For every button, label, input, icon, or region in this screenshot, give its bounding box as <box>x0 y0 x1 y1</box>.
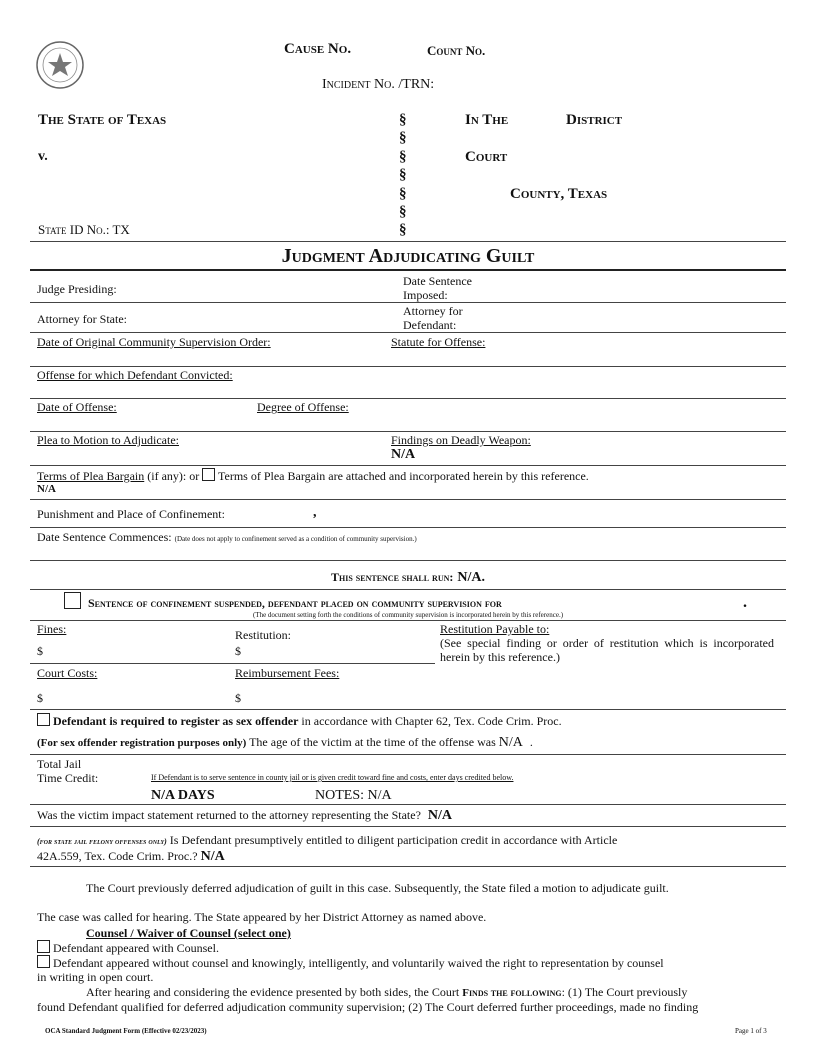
rule <box>30 804 786 805</box>
victim-impact-value: N/A <box>427 808 453 823</box>
suspended-period: . <box>743 594 747 611</box>
date-commences-label: Date Sentence Commences: <box>37 530 172 544</box>
attorney-defendant-label: Attorney for Defendant: <box>403 304 463 332</box>
date-commences-note: (Date does not apply to confinement served as a condition of community supervision.) <box>174 535 417 543</box>
total-jail-label: Total Jail <box>37 757 82 771</box>
findings-deadly-value: N/A <box>391 447 416 462</box>
victim-age-row <box>37 735 533 751</box>
notes-value: NOTES: N/A <box>315 788 392 803</box>
para-findings-heading: Finds the following <box>462 987 562 999</box>
suspended-checkbox[interactable] <box>64 592 81 613</box>
counsel-without-text: Defendant appeared without counsel and knowingly, intelligently, and voluntarily waived the right to representation by counsel <box>53 956 664 970</box>
plea-motion-label: Plea to Motion to Adjudicate: <box>37 433 179 447</box>
plea-bargain-row <box>37 468 589 484</box>
attorney-state-label: Attorney for State: <box>37 312 127 326</box>
rule <box>30 398 786 399</box>
court-costs-label: Court Costs: <box>37 666 98 680</box>
rule <box>30 866 786 867</box>
reimbursement-dollar: $ <box>235 691 241 705</box>
degree-offense-label: Degree of Offense: <box>257 400 349 414</box>
rule <box>30 527 786 528</box>
date-sentence-imposed-label: Date Sentence Imposed: <box>403 274 472 302</box>
offense-convicted-label: Offense for which Defendant Convicted: <box>37 368 233 382</box>
state-jail-row-1 <box>37 833 617 848</box>
sex-offender-purpose: (For sex offender registration purposes only) <box>37 737 247 749</box>
state-jail-row-2 <box>37 849 225 865</box>
plea-bargain-attached-text: Terms of Plea Bargain are attached and incorporated herein by this reference. <box>218 469 589 483</box>
rule <box>30 589 786 590</box>
state-jail-prefix: (for state jail felony offenses only) <box>37 837 167 846</box>
para-findings-a: After hearing and considering the evidence presented by both sides, the Court <box>86 985 460 999</box>
restitution-dollar: $ <box>235 644 241 658</box>
fines-label: Fines: <box>37 622 67 636</box>
plea-bargain-ifany: (if any): or <box>147 469 200 483</box>
judge-presiding-label: Judge Presiding: <box>37 282 117 296</box>
state-jail-value: N/A <box>200 849 225 864</box>
counsel-with-text: Defendant appeared with Counsel. <box>53 941 219 955</box>
rule <box>30 431 786 432</box>
state-jail-text-1: Is Defendant presumptively entitled to diligent participation credit in accordance with Article <box>169 833 618 847</box>
incident-no-label: Incident No. /TRN: <box>322 77 435 92</box>
sex-offender-row <box>37 713 562 729</box>
rule <box>30 826 786 827</box>
sex-offender-checkbox[interactable] <box>37 713 50 726</box>
rule <box>30 366 786 367</box>
restitution-note: (See special finding or order of restitution which is incorporated herein by this reference.) <box>440 636 774 664</box>
para-findings-cont: found Defendant qualified for deferred adjudication community supervision; (2) The Court deferred further proceedings, made no finding <box>37 1000 699 1014</box>
date-original-order-label: Date of Original Community Supervision Order: <box>37 335 271 349</box>
cause-no-label: Cause No. <box>284 41 352 57</box>
court-label: Court <box>465 149 508 165</box>
suspended-label: Sentence of confinement suspended, defendant placed on community supervision for <box>88 596 502 610</box>
footer-page-number: Page 1 of 3 <box>735 1027 767 1035</box>
sex-offender-rest: in accordance with Chapter 62, Tex. Code Crim. Proc. <box>301 714 562 728</box>
rule <box>30 241 786 242</box>
rule <box>30 302 786 303</box>
days-value: N/A DAYS <box>151 788 215 803</box>
plea-bargain-attached-checkbox[interactable] <box>202 468 215 481</box>
state-of-texas: The State of Texas <box>38 112 167 128</box>
counsel-option-2 <box>37 955 664 971</box>
date-commences-row <box>37 530 417 545</box>
para-findings-b: : (1) The Court previously <box>561 985 688 999</box>
victim-age-period: . <box>529 735 533 749</box>
victim-age-value: N/A <box>498 735 523 750</box>
rule <box>30 709 786 710</box>
rule <box>30 499 786 500</box>
jail-note: If Defendant is to serve sentence in county jail or is given credit toward fine and costs, enter days credited below. <box>151 773 514 782</box>
rule <box>30 663 435 664</box>
statute-offense-label: Statute for Offense: <box>391 335 486 349</box>
victim-age-text: The age of the victim at the time of the offense was <box>249 735 496 749</box>
time-credit-label: Time Credit: <box>37 771 99 785</box>
victim-impact-text: Was the victim impact statement returned to the attorney representing the State? <box>37 808 421 822</box>
counsel-option-1 <box>37 940 219 956</box>
in-the-label: In The <box>465 112 509 128</box>
punishment-label: Punishment and Place of Confinement: <box>37 507 225 521</box>
reimbursement-fees-label: Reimbursement Fees: <box>235 666 340 680</box>
state-jail-text-2: 42A.559, Tex. Code Crim. Proc.? <box>37 849 198 863</box>
rule <box>30 465 786 466</box>
punishment-comma: , <box>313 505 317 520</box>
findings-deadly-label: Findings on Deadly Weapon: <box>391 433 531 447</box>
para-findings <box>86 985 687 1000</box>
plea-bargain-value: N/A <box>37 483 56 495</box>
state-seal <box>35 40 85 90</box>
sentence-run-value: N/A. <box>457 570 485 585</box>
restitution-label: Restitution: <box>235 628 292 642</box>
state-id-label: State ID No.: TX <box>38 222 130 237</box>
counsel-heading: Counsel / Waiver of Counsel (select one) <box>86 926 291 940</box>
counsel-without-checkbox[interactable] <box>37 955 50 968</box>
sex-offender-bold: Defendant is required to register as sex offender <box>53 714 299 728</box>
para-hearing: The case was called for hearing. The State appeared by her District Attorney as named above. <box>37 910 487 924</box>
rule <box>30 754 786 755</box>
section-marks: § § § § § § § <box>399 112 407 239</box>
date-offense-label: Date of Offense: <box>37 400 117 414</box>
rule <box>30 560 786 561</box>
restitution-payable-label: Restitution Payable to: <box>440 622 550 636</box>
counsel-option-2-cont: in writing in open court. <box>37 970 154 984</box>
county-texas-label: County, Texas <box>510 186 608 202</box>
para-deferred: The Court previously deferred adjudication of guilt in this case. Subsequently, the State filed a motion to adjudicate guilt. <box>86 881 669 895</box>
count-no-label: Count No. <box>427 43 486 58</box>
sentence-run-label: This sentence shall run: <box>331 570 454 584</box>
court-costs-dollar: $ <box>37 691 43 705</box>
footer-form-name: OCA Standard Judgment Form (Effective 02/23/2023) <box>45 1027 207 1035</box>
rule <box>30 269 786 271</box>
sentence-run-row <box>0 568 816 586</box>
rule <box>30 620 786 621</box>
fines-dollar: $ <box>37 644 43 658</box>
victim-impact-row <box>37 808 452 824</box>
suspended-note: (The document setting forth the conditions of community supervision is incorporated herein by this reference.) <box>252 611 564 619</box>
plea-bargain-label: Terms of Plea Bargain <box>37 469 145 483</box>
page-title: Judgment Adjudicating Guilt <box>281 245 535 267</box>
versus: v. <box>38 149 48 164</box>
counsel-with-checkbox[interactable] <box>37 940 50 953</box>
rule <box>30 332 786 333</box>
district-label: District <box>566 112 623 128</box>
